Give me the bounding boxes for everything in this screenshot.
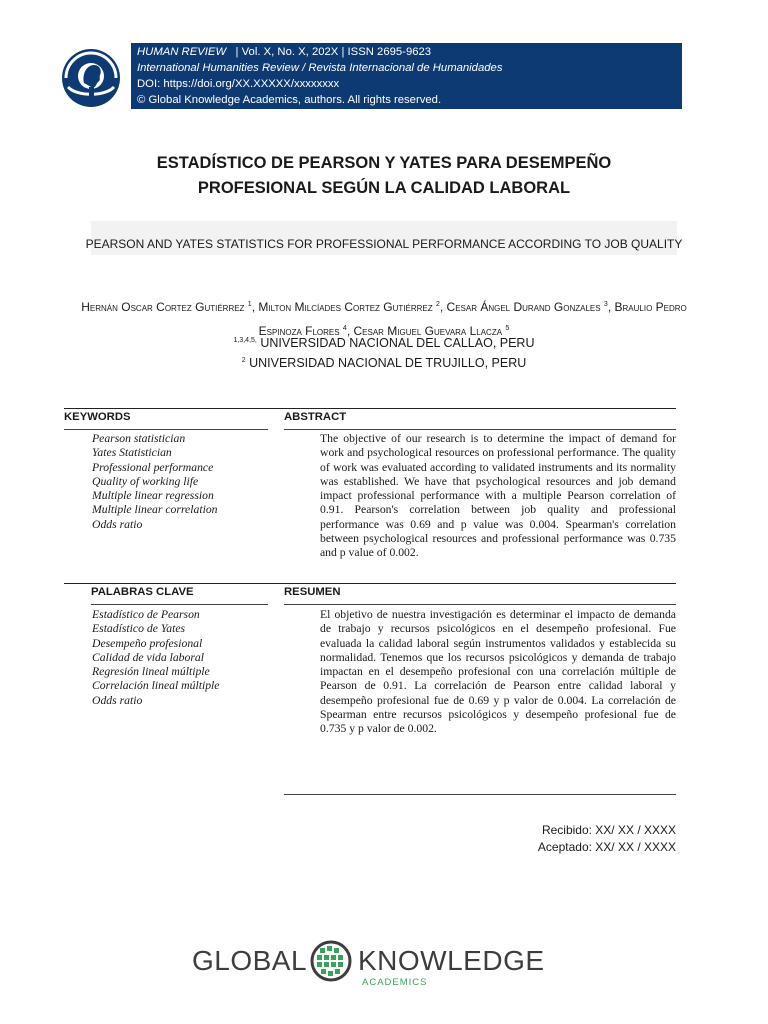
keyword-item: Regresión lineal múltiple xyxy=(92,665,210,679)
globe-icon xyxy=(310,940,352,982)
abstract-heading: ABSTRACT xyxy=(284,411,347,423)
affiliation-sup: 1,3,4,5, xyxy=(233,337,257,344)
dates-block xyxy=(440,822,676,856)
keywords-heading: KEYWORDS xyxy=(64,411,131,423)
affiliation-item xyxy=(84,352,684,372)
author-list: Hernán Oscar Cortez Gutiérrez $^1$, Milton Milcíades Cortez Gutiérrez $^2$, Cesar Ángel Durand Gonzales $^3$, Braulio Pedro Espinoza Flores $^4$, Cesar Miguel Guevara Llacza $^5$ xyxy=(81,300,687,338)
palabras-clave-list xyxy=(92,608,219,708)
paper-title xyxy=(84,151,684,201)
author-name: Hernán Oscar Cortez Gutiérrez xyxy=(81,300,245,314)
author-name: Cesar Ángel Durand Gonzales xyxy=(446,300,601,314)
author-sup: 2 xyxy=(435,301,440,308)
resumen-text: El objetivo de nuestra investigación es determinar el impacto de demanda de trabajo y recursos psicológicos en el desempeño profesional. Fue evaluada la calidad laboral según instrumentos validados y establecida su normalidad. Tenemos que los recursos psicológicos y demanda de trabajo impactan en el desempeño profesional con una correlación múltiple de Pearson de 0.91. La correlación de Pearson entre calidad laboral y desempeño profesional fue de 0.69 y p valor de 0.004. La correlación de Spearman entre recursos psicológicos y desempeño profesional fue de 0.735 y p valor de 0.002. xyxy=(320,608,676,736)
received-date: Recibido: XX/ XX / XXXX xyxy=(541,823,676,837)
logo-tagline: ACADEMICS xyxy=(362,977,428,988)
author-name: Braulio Pedro Espinoza Flores xyxy=(258,300,687,338)
title-line-1: ESTADÍSTICO DE PEARSON Y YATES PARA DESEMPEÑO xyxy=(156,154,612,172)
keyword-item: Pearson statistician xyxy=(92,432,186,445)
keyword-item: Estadístico de Yates xyxy=(92,622,186,636)
keyword-item: Estadístico de Pearson xyxy=(92,608,200,621)
logo-word-knowledge: KNOWLEDGE xyxy=(358,945,545,976)
affiliation-text: UNIVERSIDAD NACIONAL DEL CALLAO, PERU xyxy=(260,336,535,350)
author-sup: 5 xyxy=(505,325,510,332)
resumen-heading: RESUMEN xyxy=(284,586,341,598)
abstract-text: The objective of our research is to determine the impact of demand for work and psychological resources on professional performance. The quality of work was evaluated according to validated instruments and its normality was established. We have that psychological resources and job demand impact professional performance with a multiple Pearson correlation of 0.91. Pearson's correlation between job quality and professional performance was 0.69 and p value was 0.004. Spearman's correlation between psychological resources and professional performance was 0.735 and p value of 0.002. xyxy=(320,432,676,560)
title-line-2: PROFESIONAL SEGÚN LA CALIDAD LABORAL xyxy=(197,179,571,197)
keyword-item: Calidad de vida laboral xyxy=(92,650,205,664)
logo-word-global: GLOBAL xyxy=(192,945,308,976)
accepted-date: Aceptado: XX/ XX / XXXX xyxy=(537,840,676,854)
journal-short-name: HUMAN REVIEW xyxy=(137,46,227,58)
author-sup: 4 xyxy=(342,325,347,332)
author-sup: 3 xyxy=(603,301,608,308)
keywords-rule xyxy=(64,429,268,430)
journal-banner xyxy=(131,43,682,109)
palabras-clave-heading: PALABRAS CLAVE xyxy=(91,586,194,598)
copyright-notice: © Global Knowledge Academics, authors. All rights reserved. xyxy=(137,94,442,106)
closing-rule xyxy=(284,794,676,795)
abstract-rule xyxy=(284,429,676,430)
section-rule xyxy=(64,408,676,409)
keyword-item: Multiple linear correlation xyxy=(92,503,218,517)
keyword-item: Professional performance xyxy=(92,460,214,474)
affiliation-list xyxy=(84,332,684,372)
author-name: Cesar Miguel Guevara Llacza xyxy=(353,324,503,338)
english-title: PEARSON AND YATES STATISTICS FOR PROFESSIONAL PERFORMANCE ACCORDING TO JOB QUALITY xyxy=(85,237,683,251)
keyword-item: Desempeño profesional xyxy=(92,636,203,650)
affiliation-sup: 2 xyxy=(241,357,246,364)
keyword-item: Yates Statistician xyxy=(92,446,172,460)
doi-link[interactable]: DOI: https://doi.org/XX.XXXXX/xxxxxxxx xyxy=(137,78,340,90)
journal-full-name: International Humanities Review / Revista Internacional de Humanidades xyxy=(137,62,503,74)
keyword-item: Quality of working life xyxy=(92,474,199,488)
author-sup: 1 xyxy=(247,301,252,308)
publisher-logo xyxy=(192,936,552,992)
keyword-item: Odds ratio xyxy=(92,517,143,531)
journal-logo-icon xyxy=(60,47,122,109)
author-name: Milton Milcíades Cortez Gutiérrez xyxy=(258,300,433,314)
affiliation-item xyxy=(84,332,684,352)
resumen-rule xyxy=(284,604,676,605)
section-rule xyxy=(64,583,676,584)
keyword-item: Odds ratio xyxy=(92,693,143,707)
keyword-item: Correlación lineal múltiple xyxy=(92,679,220,693)
keyword-list xyxy=(92,432,218,532)
keyword-item: Multiple linear regression xyxy=(92,489,214,503)
affiliation-text: UNIVERSIDAD NACIONAL DE TRUJILLO, PERU xyxy=(249,356,527,370)
palabras-clave-rule xyxy=(91,604,268,605)
issue-info: | Vol. X, No. X, 202X | ISSN 2695-9623 xyxy=(235,46,432,58)
